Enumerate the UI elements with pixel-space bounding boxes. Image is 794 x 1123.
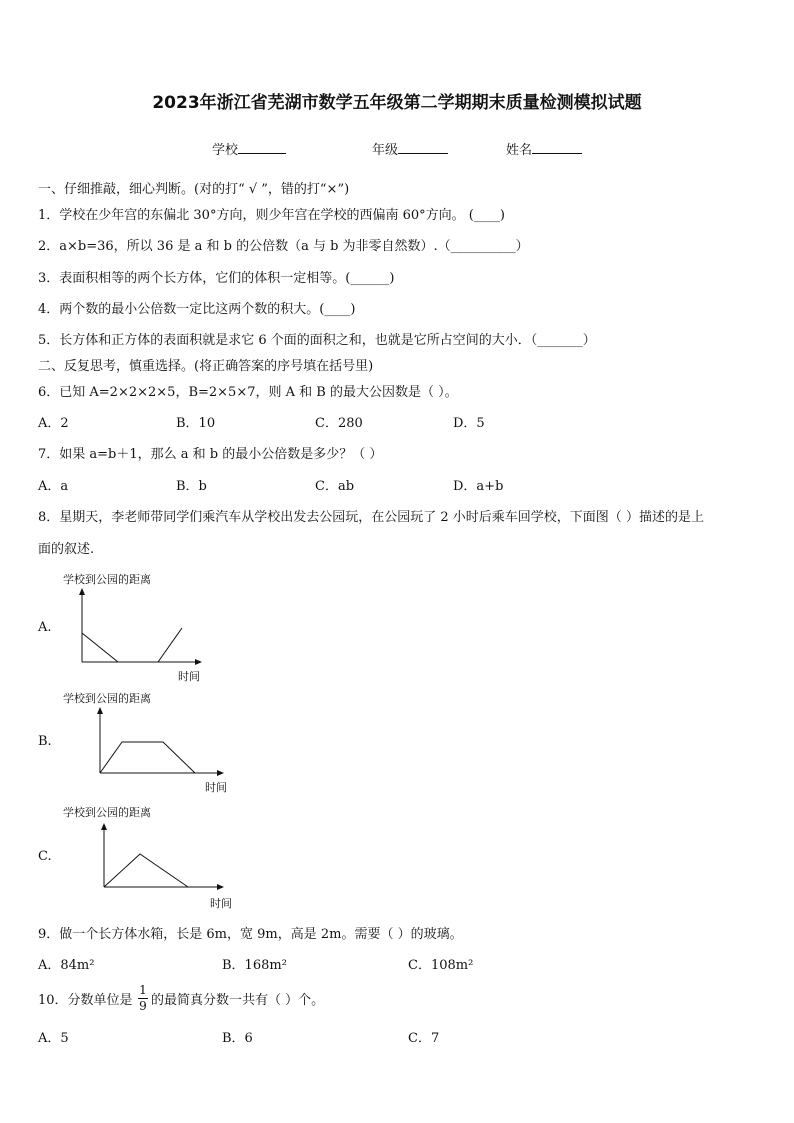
q9-option-b[interactable]: B．168m² — [222, 958, 287, 973]
graph-a-label[interactable]: A. — [38, 620, 52, 635]
question-8-line-2: 面的叙述. — [38, 542, 95, 557]
q7-option-a[interactable]: A．a — [38, 479, 69, 494]
fraction-one-ninth — [138, 984, 148, 1013]
name-field[interactable] — [506, 141, 582, 159]
graph-a-xlabel: 时间 — [178, 670, 200, 683]
section-2-heading: 二、反复思考，慎重选择。(将正确答案的序号填在括号里) — [38, 359, 374, 374]
school-field[interactable] — [212, 141, 286, 159]
school-label: 学校 — [212, 143, 239, 158]
question-8-line-1: 8．星期天，李老师带同学们乘汽车从学校出发去公园玩，在公园玩了 2 小时后乘车回学校，下面图（ ）描述的是上 — [38, 510, 704, 525]
q7-option-b[interactable]: B．b — [176, 479, 207, 494]
graph-c-xlabel: 时间 — [210, 897, 232, 910]
q9-option-a[interactable]: A．84m² — [38, 958, 95, 973]
grade-blank[interactable] — [398, 141, 448, 154]
graph-a-line — [82, 628, 182, 662]
question-4: 4．两个数的最小公倍数一定比这两个数的积大。(____) — [38, 302, 356, 317]
graph-c-y-arrow — [101, 823, 107, 830]
graph-c-x-arrow — [217, 884, 224, 890]
q6-option-c[interactable]: C．280 — [315, 416, 363, 431]
graph-a-ylabel: 学校到公园的距离 — [63, 573, 151, 586]
name-label: 姓名 — [506, 143, 533, 158]
question-6: 6．已知 A=2×2×2×5，B=2×5×7，则 A 和 B 的最大公因数是（ ）。 — [38, 385, 458, 400]
graph-b-line — [100, 742, 195, 773]
question-1: 1．学校在少年宫的东偏北 30°方向，则少年宫在学校的西偏南 60°方向。 (____) — [38, 208, 505, 223]
question-10-suffix: 的最简真分数一共有（ ）个。 — [151, 993, 325, 1008]
question-2: 2．a×b=36，所以 36 是 a 和 b 的公倍数（a 与 b 为非零自然数）.（__________） — [38, 239, 529, 254]
fraction-denominator: 9 — [139, 999, 147, 1013]
graph-b — [60, 689, 235, 799]
graph-b-label[interactable]: B. — [38, 734, 52, 749]
graph-b-xlabel: 时间 — [205, 781, 227, 794]
graph-c — [60, 803, 235, 913]
q7-option-c[interactable]: C．ab — [315, 479, 355, 494]
graph-c-ylabel: 学校到公园的距离 — [63, 806, 151, 819]
graph-c-label[interactable]: C. — [38, 849, 52, 864]
grade-label: 年级 — [372, 143, 399, 158]
q9-option-c[interactable]: C．108m² — [408, 958, 474, 973]
q6-option-b[interactable]: B．10 — [176, 416, 216, 431]
graph-a — [60, 570, 220, 685]
question-3: 3．表面积相等的两个长方体，它们的体积一定相等。(______) — [38, 271, 395, 286]
name-blank[interactable] — [532, 141, 582, 154]
question-9: 9．做一个长方体水箱，长是 6m，宽 9m，高是 2m。需要（ ）的玻璃。 — [38, 927, 463, 942]
graph-a-y-arrow — [79, 588, 85, 595]
graph-b-x-arrow — [217, 770, 224, 776]
section-1-heading: 一、仔细推敲，细心判断。(对的打“ √ ”，错的打“×”) — [38, 182, 350, 197]
fraction-numerator: 1 — [139, 983, 147, 997]
question-5: 5．长方体和正方体的表面积就是求它 6 个面的面积之和，也就是它所占空间的大小．（_______） — [38, 333, 596, 348]
question-10-prefix: 10．分数单位是 — [38, 993, 133, 1008]
graph-c-line — [104, 854, 188, 887]
question-7: 7．如果 a=b＋1，那么 a 和 b 的最小公倍数是多少？（ ） — [38, 447, 383, 462]
q6-option-a[interactable]: A．2 — [38, 416, 69, 431]
graph-a-x-arrow — [195, 659, 202, 665]
q10-option-c[interactable]: C．7 — [408, 1031, 440, 1046]
graph-b-y-arrow — [97, 707, 103, 714]
page-title: 2023年浙江省芜湖市数学五年级第二学期期末质量检测模拟试题 — [152, 93, 642, 113]
school-blank[interactable] — [238, 141, 286, 154]
grade-field[interactable] — [372, 141, 448, 159]
q10-option-b[interactable]: B．6 — [222, 1031, 253, 1046]
q6-option-d[interactable]: D．5 — [453, 416, 485, 431]
q10-option-a[interactable]: A．5 — [38, 1031, 69, 1046]
q7-option-d[interactable]: D．a+b — [453, 479, 504, 494]
graph-b-ylabel: 学校到公园的距离 — [63, 692, 151, 705]
